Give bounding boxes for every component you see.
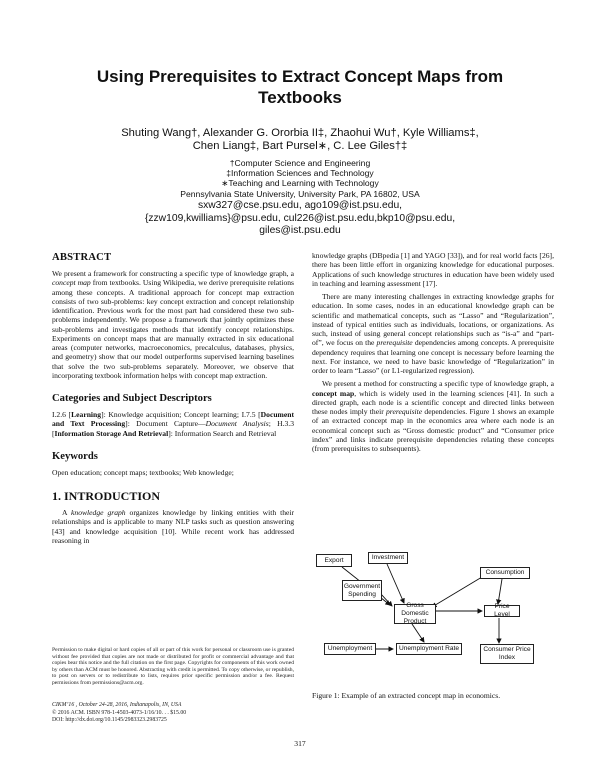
figure-concept-map	[312, 546, 554, 756]
conference-line: CIKM’16 , October 24-28, 2016, Indianapolis, IN, USA	[52, 702, 182, 708]
node-price-level: Price Level	[484, 605, 520, 617]
keywords-text: Open education; concept maps; textbooks; Web knowledge;	[52, 467, 234, 477]
affiliation-cse: †Computer Science and Engineering	[229, 158, 371, 168]
figure-caption: Figure 1: Example of an extracted concept map in economics.	[312, 691, 501, 700]
node-government-spending: Government Spending	[342, 580, 382, 601]
author-emails	[60, 200, 540, 238]
conference-info	[52, 702, 294, 725]
page-number: 317	[294, 739, 306, 748]
affiliation-tlt: ∗Teaching and Learning with Technology	[221, 178, 379, 189]
intro-paragraph-1: A knowledge graph organizes knowledge by linking entities with their relationships and is applicable to many NLP tasks such as question answering [43] and knowledge acquisition [10]. While recent work has addressed reasoning in	[52, 508, 295, 545]
node-consumption: Consumption	[480, 567, 530, 579]
affiliation-university: Pennsylvania State University, University Park, PA 16802, USA	[180, 188, 420, 199]
abstract-heading: ABSTRACT	[52, 252, 112, 263]
link-investment-gdp	[387, 564, 404, 603]
node-unemployment: Unemployment	[324, 643, 376, 655]
link-consumption-gdp	[432, 577, 482, 607]
intro-paragraph-2: There are many interesting challenges in extracting knowledge graphs for education. In some cases, nodes in an educational knowledge graph can be scientific and mathematical concepts, such as “Lasso” and “Regularization”, instead of typical entities such as individuals, locations, or organizations. As such, instead of using general concept relationships such as “is-a” and “part-of”, we focus on the prerequisite dependencies among concepts. A prerequisite dependency requires that learning one concept is necessary before learning the next. For instance, we need to have basic knowledge of “Regularization” in order to learn “Lasso” (or L1-regularized regression).	[312, 292, 554, 375]
email-line-1: sxw327@cse.psu.edu, ago109@ist.psu.edu,	[197, 200, 403, 211]
paper-title: Using Prerequisites to Extract Concept Maps from Textbooks	[96, 67, 504, 107]
isbn-line: © 2016 ACM. ISBN 978-1-4503-4073-1/16/10. . . $15.00	[52, 709, 187, 716]
affiliation-ist: ‡Information Sciences and Technology	[226, 168, 374, 179]
keywords-heading: Keywords	[52, 450, 98, 462]
doi-line: DOI: http://dx.doi.org/10.1145/2983323.2983725	[52, 717, 167, 724]
node-consumer-price-index: Consumer Price Index	[480, 644, 534, 664]
node-gross-domestic-product: Gross Domestic Product	[394, 604, 436, 624]
categories-heading: Categories and Subject Descriptors	[52, 393, 212, 404]
intro-paragraph-1-continued: knowledge graphs (DBpedia [1] and YAGO [33]), and for real world facts [26], there has been little effort in organizing knowledge for educational purposes. Applications of such knowledge structures in education have been widely used in teaching and learning assessment [17].	[312, 251, 554, 288]
author-list	[60, 127, 540, 154]
intro-paragraph-3: We present a method for constructing a specific type of knowledge graph, a concept map, which is widely used in the learning sciences [41]. In such a directed graph, each node is a scientific concept and directed links between these nodes imply their prerequisite dependencies. Figure 1 shows an example of an extracted concept map in the economics area where each node is an economical concept such as “Gross domestic product” and “Consumer price index” and links indicate prerequisite dependencies relating these concepts (from prerequisites to subsequents).	[312, 379, 554, 453]
abstract-text: We present a framework for constructing a specific type of knowledge graph, a concept map from textbooks. Using Wikipedia, we derive prerequisite relations among these concepts. A traditional approach for concept map extraction consists of two sub-problems: key concept extraction and concept relationship identification. Previous work for the most part had considered these two sub-problems independently. We propose a framework that jointly optimizes these sub-problems and investigates methods that identify concept relationships. Experiments on concept maps that are manually extracted in six educational areas (computer networks, macroeconomics, precalculus, databases, physics, and geometry) show that our model outperforms supervised learning baselines that solve the two sub-problems separately. Moreover, we observe that incorporating textbook information helps with concept map extraction.	[52, 269, 294, 380]
email-line-2: {zzw109,kwilliams}@psu.edu, cul226@ist.psu.edu,bkp10@psu.edu,	[144, 212, 456, 224]
authors-line-2: Chen Liang‡, Bart Pursel∗, C. Lee Giles†‡	[192, 140, 408, 153]
affiliations	[60, 158, 540, 199]
node-export: Export	[316, 554, 352, 567]
link-gdp-unemployment-rate	[412, 624, 424, 642]
right-column	[312, 251, 554, 453]
node-investment: Investment	[368, 552, 408, 564]
left-column	[52, 251, 294, 545]
introduction-heading: 1. INTRODUCTION	[52, 489, 161, 503]
categories-text: I.2.6 [Learning]: Knowledge acquisition; Concept learning; I.7.5 [Document and Text Processing]: Document Capture—Document Analysis; H.3.3 [Information Storage And Retrieval]: Information Search and Retrieval	[52, 410, 294, 438]
permission-notice: Permission to make digital or hard copies of all or part of this work for personal or classroom use is granted without fee provided that copies are not made or distributed for profit or commercial advantage and that copies bear this notice and the full citation on the first page. Copyrights for components of this work owned by others than ACM must be honored. Abstracting with credit is permitted. To copy otherwise, or republish, to post on servers or to redistribute to lists, requires prior specific permission and/or a fee. Request permissions from permissions@acm.org.	[52, 647, 294, 686]
link-consumption-price-level	[498, 579, 502, 604]
email-line-3: giles@ist.psu.edu	[259, 225, 341, 237]
node-unemployment-rate: Unemployment Rate	[396, 643, 462, 655]
authors-line-1: Shuting Wang†, Alexander G. Ororbia II‡, Zhaohui Wu†, Kyle Williams‡,	[121, 127, 479, 139]
